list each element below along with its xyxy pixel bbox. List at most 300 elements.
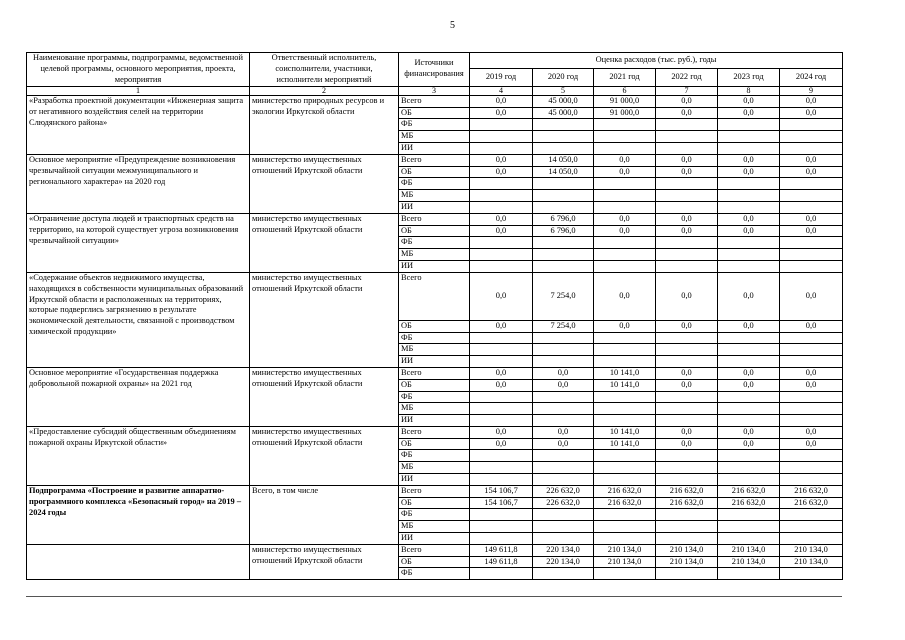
cost-value	[533, 190, 594, 202]
cost-value: 0,0	[470, 320, 533, 332]
cost-value	[780, 260, 843, 272]
cost-value: 0,0	[656, 166, 718, 178]
measure-name: Подпрограмма «Построение и развитие аппаратно-программного комплекса «Безопасный город» на 2019 – 2024 годы	[27, 485, 250, 544]
cost-value	[656, 450, 718, 462]
column-number: 6	[594, 86, 656, 95]
cost-value	[780, 332, 843, 344]
cost-value	[533, 415, 594, 427]
cost-value: 0,0	[656, 225, 718, 237]
funding-source: ИИ	[399, 533, 470, 545]
cost-value	[533, 521, 594, 533]
cost-value: 0,0	[780, 320, 843, 332]
cost-value: 0,0	[656, 95, 718, 107]
cost-value: 0,0	[718, 225, 780, 237]
cost-value: 0,0	[470, 154, 533, 166]
cost-value: 7 254,0	[533, 272, 594, 320]
cost-value: 0,0	[656, 272, 718, 320]
cost-value	[656, 568, 718, 580]
cost-value: 7 254,0	[533, 320, 594, 332]
cost-value: 0,0	[780, 367, 843, 379]
cost-value	[533, 237, 594, 249]
cost-value: 0,0	[594, 272, 656, 320]
header-year: 2020 год	[533, 68, 594, 86]
cost-value	[780, 403, 843, 415]
cost-value	[594, 344, 656, 356]
cost-value: 210 134,0	[656, 544, 718, 556]
cost-value	[470, 142, 533, 154]
cost-value: 14 050,0	[533, 154, 594, 166]
budget-table	[26, 52, 843, 580]
measure-name	[27, 544, 250, 579]
cost-value	[780, 474, 843, 486]
cost-value	[718, 462, 780, 474]
cost-value: 0,0	[470, 107, 533, 119]
table-row	[27, 154, 843, 166]
cost-value	[470, 533, 533, 545]
cost-value: 0,0	[780, 438, 843, 450]
funding-source: Всего	[399, 154, 470, 166]
cost-value	[594, 509, 656, 521]
cost-value	[780, 568, 843, 580]
cost-value	[470, 237, 533, 249]
cost-value	[780, 131, 843, 143]
cost-value: 0,0	[718, 95, 780, 107]
cost-value	[594, 201, 656, 213]
cost-value: 149 611,8	[470, 544, 533, 556]
cost-value	[656, 533, 718, 545]
cost-value: 0,0	[470, 166, 533, 178]
header-source: Источники финансирования	[399, 53, 470, 87]
column-number: 3	[399, 86, 470, 95]
funding-source: Всего	[399, 95, 470, 107]
cost-value	[470, 249, 533, 261]
cost-value	[533, 119, 594, 131]
funding-source: ИИ	[399, 142, 470, 154]
funding-source: ФБ	[399, 450, 470, 462]
cost-value: 216 632,0	[780, 485, 843, 497]
cost-value	[656, 474, 718, 486]
cost-value: 0,0	[656, 320, 718, 332]
cost-value	[533, 450, 594, 462]
table-row	[27, 544, 843, 556]
cost-value: 0,0	[470, 213, 533, 225]
cost-value	[718, 403, 780, 415]
cost-value	[470, 131, 533, 143]
cost-value	[718, 178, 780, 190]
cost-value	[470, 201, 533, 213]
cost-value	[594, 332, 656, 344]
funding-source: МБ	[399, 344, 470, 356]
cost-value: 216 632,0	[718, 485, 780, 497]
cost-value: 0,0	[656, 379, 718, 391]
cost-value: 0,0	[656, 107, 718, 119]
cost-value	[718, 249, 780, 261]
cost-value: 0,0	[470, 438, 533, 450]
cost-value: 0,0	[780, 154, 843, 166]
cost-value	[718, 509, 780, 521]
cost-value	[594, 190, 656, 202]
cost-value: 0,0	[656, 154, 718, 166]
executor: министерство имущественных отношений Иркутской области	[250, 213, 399, 272]
footer-divider	[26, 596, 842, 597]
header-year: 2022 год	[656, 68, 718, 86]
cost-value: 0,0	[470, 426, 533, 438]
cost-value	[470, 462, 533, 474]
cost-value	[470, 260, 533, 272]
column-number: 5	[533, 86, 594, 95]
cost-value	[656, 415, 718, 427]
cost-value	[533, 178, 594, 190]
funding-source: ФБ	[399, 237, 470, 249]
cost-value	[533, 344, 594, 356]
header-year: 2021 год	[594, 68, 656, 86]
cost-value	[718, 190, 780, 202]
funding-source: ИИ	[399, 260, 470, 272]
cost-value: 10 141,0	[594, 426, 656, 438]
cost-value	[718, 201, 780, 213]
funding-source: Всего	[399, 485, 470, 497]
cost-value: 0,0	[718, 438, 780, 450]
executor: министерство имущественных отношений Иркутской области	[250, 426, 399, 485]
cost-value	[780, 249, 843, 261]
cost-value: 0,0	[718, 213, 780, 225]
cost-value: 226 632,0	[533, 485, 594, 497]
measure-name: «Предоставление субсидий общественным объединениям пожарной охраны Иркутской области»	[27, 426, 250, 485]
cost-value	[718, 131, 780, 143]
funding-source: ОБ	[399, 107, 470, 119]
cost-value: 0,0	[594, 166, 656, 178]
cost-value	[780, 462, 843, 474]
table-row	[27, 485, 843, 497]
cost-value	[718, 344, 780, 356]
cost-value	[470, 568, 533, 580]
cost-value	[533, 356, 594, 368]
cost-value	[594, 415, 656, 427]
cost-value: 154 106,7	[470, 497, 533, 509]
cost-value	[594, 403, 656, 415]
funding-source: ОБ	[399, 379, 470, 391]
table-row	[27, 426, 843, 438]
cost-value: 0,0	[594, 225, 656, 237]
cost-value: 0,0	[718, 426, 780, 438]
column-number: 4	[470, 86, 533, 95]
cost-value: 226 632,0	[533, 497, 594, 509]
cost-value	[780, 415, 843, 427]
header-year: 2024 год	[780, 68, 843, 86]
cost-value: 0,0	[533, 426, 594, 438]
cost-value: 0,0	[470, 225, 533, 237]
cost-value	[594, 249, 656, 261]
cost-value	[780, 391, 843, 403]
cost-value: 0,0	[470, 379, 533, 391]
cost-value	[718, 260, 780, 272]
cost-value	[470, 450, 533, 462]
cost-value: 0,0	[718, 154, 780, 166]
measure-name: «Ограничение доступа людей и транспортных средств на территорию, на которой существует угроза возникновения чрезвычайной ситуации»	[27, 213, 250, 272]
funding-source: ИИ	[399, 201, 470, 213]
funding-source: ИИ	[399, 474, 470, 486]
header-cost: Оценка расходов (тыс. руб.), годы	[470, 53, 843, 69]
executor: министерство имущественных отношений Иркутской области	[250, 367, 399, 426]
cost-value: 0,0	[594, 213, 656, 225]
cost-value	[533, 332, 594, 344]
cost-value	[780, 178, 843, 190]
cost-value: 210 134,0	[780, 544, 843, 556]
cost-value: 210 134,0	[656, 556, 718, 568]
funding-source: ФБ	[399, 178, 470, 190]
cost-value: 0,0	[718, 272, 780, 320]
measure-name: «Содержание объектов недвижимого имущества, находящихся в собственности муниципальных образований Иркутской области и расположенных на территориях, которые подверглись загрязнению в результате экономической деятельности, связанной с производством химической продукции»	[27, 272, 250, 367]
cost-value	[594, 356, 656, 368]
funding-source: ОБ	[399, 438, 470, 450]
cost-value	[470, 474, 533, 486]
cost-value	[470, 332, 533, 344]
funding-source: ОБ	[399, 225, 470, 237]
cost-value: 154 106,7	[470, 485, 533, 497]
cost-value	[594, 142, 656, 154]
cost-value	[656, 391, 718, 403]
cost-value	[533, 533, 594, 545]
cost-value	[533, 142, 594, 154]
funding-source: Всего	[399, 272, 470, 320]
funding-source: ОБ	[399, 166, 470, 178]
cost-value	[594, 391, 656, 403]
cost-value	[594, 450, 656, 462]
cost-value: 216 632,0	[594, 497, 656, 509]
cost-value	[780, 142, 843, 154]
cost-value	[470, 391, 533, 403]
cost-value: 0,0	[533, 438, 594, 450]
cost-value	[470, 509, 533, 521]
cost-value	[533, 403, 594, 415]
funding-source: Всего	[399, 213, 470, 225]
cost-value	[533, 249, 594, 261]
cost-value: 0,0	[470, 95, 533, 107]
funding-source: ИИ	[399, 356, 470, 368]
cost-value	[780, 521, 843, 533]
cost-value	[780, 533, 843, 545]
cost-value: 220 134,0	[533, 544, 594, 556]
cost-value: 0,0	[780, 107, 843, 119]
cost-value: 0,0	[780, 95, 843, 107]
cost-value: 0,0	[780, 379, 843, 391]
funding-source: МБ	[399, 403, 470, 415]
cost-value	[470, 403, 533, 415]
funding-source: Всего	[399, 544, 470, 556]
cost-value: 0,0	[780, 426, 843, 438]
funding-source: ФБ	[399, 119, 470, 131]
funding-source: ФБ	[399, 568, 470, 580]
cost-value	[718, 533, 780, 545]
cost-value: 0,0	[656, 426, 718, 438]
cost-value: 0,0	[780, 213, 843, 225]
cost-value	[533, 462, 594, 474]
cost-value	[656, 201, 718, 213]
cost-value	[594, 260, 656, 272]
funding-source: ОБ	[399, 556, 470, 568]
cost-value: 6 796,0	[533, 213, 594, 225]
cost-value	[533, 201, 594, 213]
cost-value	[718, 237, 780, 249]
cost-value	[470, 415, 533, 427]
cost-value	[656, 509, 718, 521]
executor: Всего, в том числе	[250, 485, 399, 544]
cost-value	[470, 521, 533, 533]
cost-value	[656, 142, 718, 154]
executor: министерство имущественных отношений Иркутской области	[250, 272, 399, 367]
executor: министерство имущественных отношений Иркутской области	[250, 154, 399, 213]
cost-value	[594, 474, 656, 486]
cost-value	[718, 142, 780, 154]
cost-value	[780, 201, 843, 213]
cost-value: 45 000,0	[533, 107, 594, 119]
cost-value	[594, 533, 656, 545]
funding-source: ФБ	[399, 332, 470, 344]
cost-value: 0,0	[656, 367, 718, 379]
cost-value	[780, 190, 843, 202]
table-row	[27, 213, 843, 225]
cost-value	[656, 249, 718, 261]
cost-value: 45 000,0	[533, 95, 594, 107]
funding-source: ОБ	[399, 320, 470, 332]
cost-value	[656, 237, 718, 249]
cost-value: 0,0	[470, 272, 533, 320]
cost-value	[656, 260, 718, 272]
cost-value: 0,0	[718, 107, 780, 119]
header-executor: Ответственный исполнитель, соисполнители, участники, исполнители мероприятий	[250, 53, 399, 87]
cost-value	[594, 237, 656, 249]
table-row	[27, 367, 843, 379]
header-year: 2019 год	[470, 68, 533, 86]
funding-source: ОБ	[399, 497, 470, 509]
measure-name: «Разработка проектной документации «Инженерная защита от негативного воздействия селей на территории Слюдянского района»	[27, 95, 250, 154]
table-row	[27, 95, 843, 107]
header-year: 2023 год	[718, 68, 780, 86]
cost-value: 91 000,0	[594, 95, 656, 107]
executor: министерство природных ресурсов и экологии Иркутской области	[250, 95, 399, 154]
cost-value	[533, 474, 594, 486]
cost-value: 216 632,0	[594, 485, 656, 497]
cost-value: 0,0	[594, 154, 656, 166]
cost-value: 0,0	[594, 320, 656, 332]
cost-value: 0,0	[780, 272, 843, 320]
cost-value	[718, 415, 780, 427]
cost-value	[656, 178, 718, 190]
funding-source: Всего	[399, 426, 470, 438]
cost-value: 216 632,0	[780, 497, 843, 509]
cost-value	[656, 332, 718, 344]
cost-value	[470, 119, 533, 131]
cost-value	[656, 462, 718, 474]
cost-value	[718, 521, 780, 533]
cost-value: 10 141,0	[594, 438, 656, 450]
measure-name: Основное мероприятие «Государственная поддержка добровольной пожарной охраны» на 2021 год	[27, 367, 250, 426]
cost-value: 210 134,0	[594, 544, 656, 556]
cost-value: 6 796,0	[533, 225, 594, 237]
cost-value	[718, 450, 780, 462]
cost-value: 10 141,0	[594, 367, 656, 379]
cost-value	[470, 190, 533, 202]
column-number: 7	[656, 86, 718, 95]
cost-value	[656, 521, 718, 533]
cost-value: 216 632,0	[718, 497, 780, 509]
cost-value: 216 632,0	[656, 497, 718, 509]
cost-value	[780, 344, 843, 356]
cost-value	[594, 178, 656, 190]
table-row	[27, 272, 843, 320]
cost-value	[656, 403, 718, 415]
cost-value	[470, 178, 533, 190]
funding-source: ФБ	[399, 509, 470, 521]
cost-value: 0,0	[780, 225, 843, 237]
measure-name: Основное мероприятие «Предупреждение возникновения чрезвычайной ситуации межмуниципального и регионального характера» на 2020 год	[27, 154, 250, 213]
column-number: 1	[27, 86, 250, 95]
cost-value	[780, 509, 843, 521]
cost-value: 220 134,0	[533, 556, 594, 568]
column-number: 9	[780, 86, 843, 95]
cost-value	[780, 450, 843, 462]
cost-value: 0,0	[718, 320, 780, 332]
cost-value	[594, 119, 656, 131]
cost-value: 210 134,0	[718, 544, 780, 556]
funding-source: Всего	[399, 367, 470, 379]
table-body	[27, 95, 843, 579]
cost-value	[533, 568, 594, 580]
cost-value: 0,0	[718, 367, 780, 379]
cost-value: 0,0	[533, 379, 594, 391]
header-name: Наименование программы, подпрограммы, ведомственной целевой программы, основного мероприятия, проекта, мероприятия	[27, 53, 250, 87]
cost-value	[533, 391, 594, 403]
funding-source: ФБ	[399, 391, 470, 403]
funding-source: МБ	[399, 249, 470, 261]
cost-value: 216 632,0	[656, 485, 718, 497]
column-number: 8	[718, 86, 780, 95]
cost-value	[594, 131, 656, 143]
cost-value: 0,0	[656, 213, 718, 225]
executor: министерство имущественных отношений Иркутской области	[250, 544, 399, 579]
cost-value	[533, 260, 594, 272]
cost-value: 210 134,0	[780, 556, 843, 568]
cost-value	[656, 119, 718, 131]
cost-value	[656, 190, 718, 202]
column-number: 2	[250, 86, 399, 95]
cost-value: 14 050,0	[533, 166, 594, 178]
cost-value: 0,0	[656, 438, 718, 450]
cost-value	[656, 131, 718, 143]
cost-value: 91 000,0	[594, 107, 656, 119]
cost-value	[533, 509, 594, 521]
cost-value: 0,0	[533, 367, 594, 379]
funding-source: МБ	[399, 131, 470, 143]
page-number: 5	[450, 20, 455, 31]
cost-value	[718, 356, 780, 368]
cost-value: 0,0	[718, 166, 780, 178]
cost-value: 210 134,0	[718, 556, 780, 568]
cost-value	[594, 521, 656, 533]
funding-source: МБ	[399, 462, 470, 474]
cost-value	[718, 474, 780, 486]
cost-value: 149 611,8	[470, 556, 533, 568]
cost-value	[718, 332, 780, 344]
cost-value	[718, 391, 780, 403]
cost-value	[780, 119, 843, 131]
cost-value	[656, 344, 718, 356]
cost-value	[470, 344, 533, 356]
funding-source: МБ	[399, 521, 470, 533]
cost-value	[718, 119, 780, 131]
cost-value	[470, 356, 533, 368]
cost-value	[594, 568, 656, 580]
